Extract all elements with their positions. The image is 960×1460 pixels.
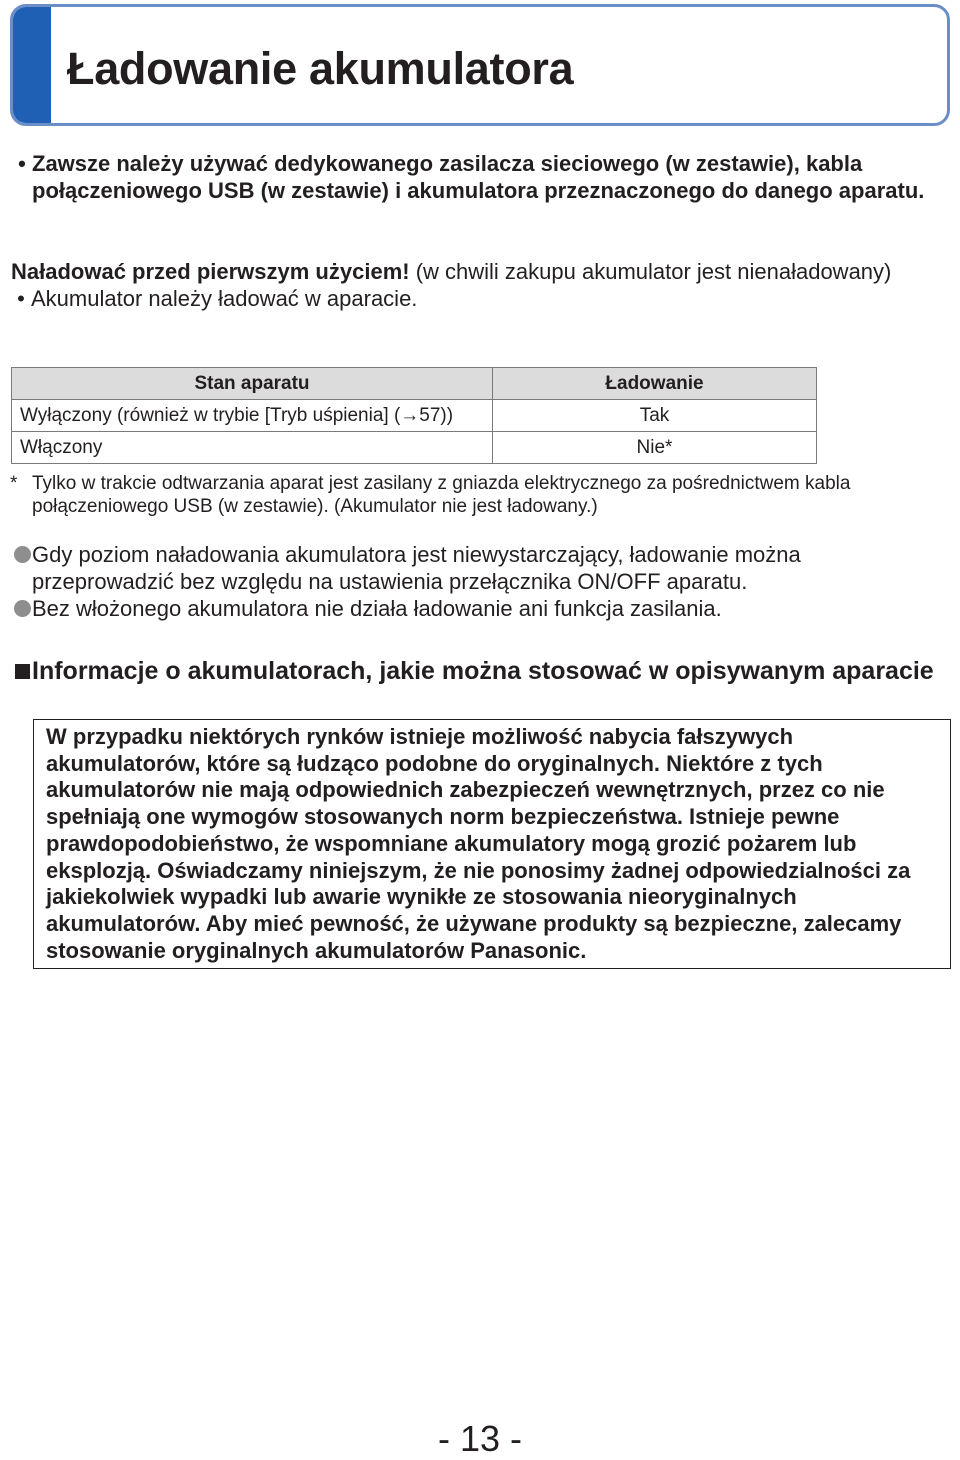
list-item [12, 541, 942, 595]
table-cell-state: Wyłączony (również w trybie [Tryb uśpienia] (→57)) [12, 400, 493, 432]
footnote-mark: * [10, 473, 18, 494]
charge-note-normal: (w chwili zakupu akumulator jest nienaładowany) [409, 259, 892, 284]
section-heading [12, 657, 942, 686]
charge-note-bullet-text: Akumulator należy ładować w aparacie. [31, 286, 418, 311]
bullet-icon: • [18, 151, 26, 176]
bullet-icon: • [17, 286, 25, 311]
charging-state-table [11, 367, 817, 464]
charge-note-bullet [11, 285, 941, 312]
table-cell-state: Włączony [12, 432, 493, 464]
section-heading-text: Informacje o akumulatorach, jakie można stosować w opisywanym aparacie [32, 657, 934, 685]
dot-bullet-list [12, 541, 942, 623]
table-footnote [10, 472, 940, 518]
table-row [12, 400, 817, 432]
circle-bullet-icon [14, 600, 31, 617]
table-row [12, 432, 817, 464]
table-header-state: Stan aparatu [12, 368, 493, 400]
intro-bullet [12, 150, 942, 204]
title-accent-bar [13, 7, 51, 123]
circle-bullet-icon [14, 546, 31, 563]
intro-bullet-text: Zawsze należy używać dedykowanego zasilacza sieciowego (w zestawie), kabla połączeniowego USB (w zestawie) i akumulatora przeznaczonego do danego aparatu. [32, 151, 925, 203]
list-item-text: Gdy poziom naładowania akumulatora jest niewystarczający, ładowanie można przeprowadzić bez względu na ustawienia przełącznika ON/OFF aparatu. [32, 542, 801, 594]
warning-text: W przypadku niektórych rynków istnieje możliwość nabycia fałszywych akumulatorów, które są łudząco podobne do oryginalnych. Niektóre z tych akumulatorów nie mają odpowiednich zabezpieczeń wewnętrznych, przez co nie spełniają one wymogów stosowanych norm bezpieczeństwa. Istnieje pewne prawdopodobieństwo, że wspomniane akumulatory mogą grozić pożarem lub eksplozją. Oświadczamy niniejszym, że nie ponosimy żadnej odpowiedzialności za jakiekolwiek wypadki lub awarie wynikłe ze stosowania nieoryginalnych akumulatorów. Aby mieć pewność, że używane produkty są bezpieczne, zalecamy stosowanie oryginalnych akumulatorów Panasonic. [46, 724, 911, 963]
table-header-charging: Ładowanie [493, 368, 817, 400]
page-title: Ładowanie akumulatora [67, 43, 574, 94]
charge-note [11, 258, 941, 312]
page-number: - 13 - [437, 1418, 523, 1459]
list-item-text: Bez włożonego akumulatora nie działa ładowanie ani funkcja zasilania. [32, 596, 722, 621]
table-cell-charging: Nie* [493, 432, 817, 464]
counterfeit-warning-box [33, 719, 951, 969]
table-header-row [12, 368, 817, 400]
table-cell-charging: Tak [493, 400, 817, 432]
charge-note-line [11, 258, 941, 285]
title-box [10, 4, 950, 126]
footnote-text: Tylko w trakcie odtwarzania aparat jest zasilany z gniazda elektrycznego za pośrednictwem kabla połączeniowego USB (w zestawie). (Akumulator nie jest ładowany.) [32, 473, 851, 517]
square-bullet-icon [15, 664, 30, 679]
list-item [12, 595, 942, 623]
charge-note-bold: Naładować przed pierwszym użyciem! [11, 259, 410, 284]
